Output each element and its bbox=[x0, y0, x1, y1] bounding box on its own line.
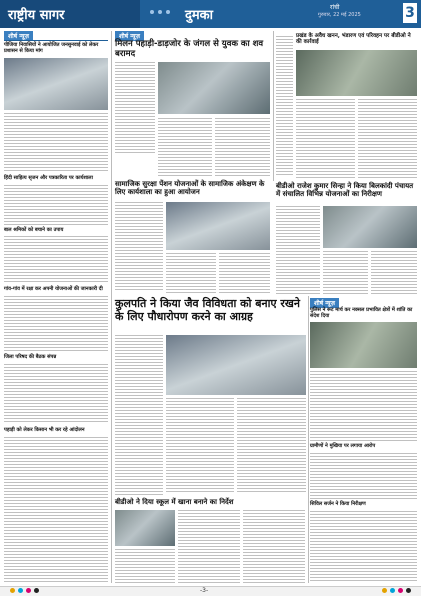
vc-headline: कुलपति ने किया जैव विविधता को बनाए रखने के लिए पौधारोपण करने का आग्रह bbox=[115, 297, 301, 323]
section-tag-left: शीर्ष न्यूज़ bbox=[4, 31, 33, 41]
vc-body-1 bbox=[115, 335, 163, 495]
left-headline-5: जिला परिषद की बैठक संपन्न bbox=[4, 354, 57, 360]
right-top-headline: प्रखंड के अवैध खनन, भंडारण एवं परिवहन पर बीडीओ ने की कार्रवाई bbox=[296, 33, 411, 46]
paper-name: राष्ट्रीय सागर bbox=[8, 8, 65, 23]
right-bottom-body-2 bbox=[310, 453, 417, 499]
bdo-body-3 bbox=[371, 251, 417, 296]
bdo-school-body-1 bbox=[115, 549, 175, 583]
footer-page-label: -3- bbox=[200, 587, 209, 594]
bdo-body-1 bbox=[276, 206, 320, 296]
decor-dot-icon bbox=[150, 10, 154, 14]
bdo-school-body-3 bbox=[243, 510, 305, 583]
center-headline: सामाजिक सुरक्षा पेंशन योजनाओं के सामाजिक अंकेक्षण के लिए कार्यशाला का हुआ आयोजन bbox=[115, 180, 265, 197]
registration-mark-icon bbox=[398, 588, 403, 593]
main-photo-1 bbox=[158, 62, 270, 114]
registration-mark-icon bbox=[10, 588, 15, 593]
center-photo bbox=[166, 202, 270, 250]
column-divider bbox=[273, 31, 274, 181]
bdo-photo bbox=[323, 206, 417, 248]
bdo-school-photo bbox=[115, 510, 175, 546]
vc-body-2 bbox=[166, 398, 234, 494]
right-bottom-headline-3: सिविल सर्जन ने किया निरीक्षण bbox=[310, 501, 366, 507]
column-divider bbox=[308, 296, 309, 583]
center-body-2 bbox=[166, 253, 216, 293]
registration-mark-icon bbox=[390, 588, 395, 593]
left-headline-2: हिंदी साहित्य सृजन और पत्रकारिता पर कार्यशाला bbox=[4, 175, 93, 181]
right-bottom-headline-2: ग्रामीणों ने मुखिया पर लगाया आरोप bbox=[310, 443, 376, 449]
bdo-school-body-2 bbox=[178, 510, 240, 583]
decor-dot-icon bbox=[158, 10, 162, 14]
center-body-1 bbox=[115, 202, 163, 292]
right-top-body-1 bbox=[296, 99, 355, 179]
left-body-4 bbox=[4, 296, 108, 352]
center-body-3 bbox=[219, 253, 270, 293]
right-top-photo bbox=[296, 50, 417, 96]
left-headline-4: गांव-गांव में रक्षा कर अपनी योजनाओं की जानकारी दी bbox=[4, 286, 103, 292]
left-photo-1 bbox=[4, 58, 108, 110]
left-body-3 bbox=[4, 236, 108, 284]
left-body-2 bbox=[4, 185, 108, 225]
registration-mark-icon bbox=[382, 588, 387, 593]
decor-dot-icon bbox=[166, 10, 170, 14]
bdo-body-2 bbox=[323, 251, 368, 296]
narrow-body bbox=[276, 36, 293, 176]
column-divider bbox=[111, 31, 112, 583]
city-name: दुमका bbox=[185, 8, 214, 23]
divider bbox=[4, 40, 108, 41]
edition: रांची bbox=[330, 4, 340, 11]
section-tag-center: शीर्ष न्यूज़ bbox=[115, 31, 144, 41]
page-number: 3 bbox=[403, 3, 417, 23]
date: गुरुवार, 22 मई 2025 bbox=[318, 12, 361, 18]
left-headline-1: पीजिया निवासियों ने आयोजित जनसुनवाई को लेकर प्रशासन से किया मांग bbox=[4, 42, 99, 54]
right-top-body-2 bbox=[358, 99, 417, 179]
registration-mark-icon bbox=[406, 588, 411, 593]
main-body-col3 bbox=[215, 118, 270, 178]
registration-mark-icon bbox=[18, 588, 23, 593]
registration-mark-icon bbox=[26, 588, 31, 593]
bdo-headline: बीडीओ राजेश कुमार सिन्हा ने किया बिलकांदी पंचायत में संचालित विभिन्न योजनाओं का निरीक्षण bbox=[276, 182, 414, 199]
right-bottom-photo bbox=[310, 322, 417, 368]
right-bottom-headline-1: पुलिस ने रूट मार्च कर नक्सल प्रभावित क्षेत्रों में शांति का संदेश दिया bbox=[310, 307, 413, 319]
right-bottom-body-1 bbox=[310, 371, 417, 441]
section-tag-right: शीर्ष न्यूज़ bbox=[310, 298, 339, 308]
main-body-col2 bbox=[158, 118, 212, 178]
left-body-5 bbox=[4, 364, 108, 424]
main-body-col1 bbox=[115, 62, 155, 154]
bdo-school-headline: बीडीओ ने दिया स्कूल में खाना बनाने का निर्देश bbox=[115, 498, 234, 506]
left-headline-3: बाल श्रमिकों को बचाने का उपाय bbox=[4, 227, 64, 233]
vc-body-3 bbox=[237, 398, 306, 494]
left-body-1 bbox=[4, 113, 108, 173]
main-headline: मिलन पहाड़ी-डाड़जोर के जंगल से युवक का शव बरामद bbox=[115, 39, 264, 59]
vc-photo bbox=[166, 335, 306, 395]
registration-mark-icon bbox=[34, 588, 39, 593]
right-bottom-body-3 bbox=[310, 511, 417, 583]
left-body-6 bbox=[4, 437, 108, 583]
left-headline-6: पहाड़ी को लेकर किसान भी कर रहे आंदोलन bbox=[4, 427, 85, 433]
